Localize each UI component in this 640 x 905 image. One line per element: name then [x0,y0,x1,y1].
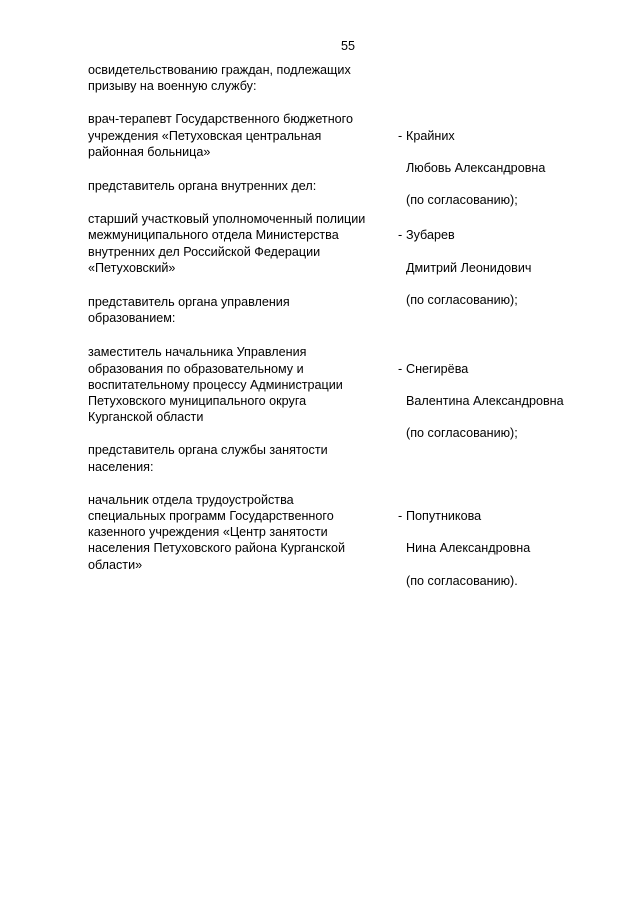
member-entry [88,492,608,588]
section-heading [88,442,608,474]
member-position: врач-терапевт Государственного бюджетного учреждения «Петуховская центральная районная больница» [88,112,353,159]
member-surname: Снегирёва [406,361,469,376]
section-heading [88,294,608,326]
member-surname: Крайних [406,128,455,143]
dash-mark: - [398,128,403,143]
member-note: (по согласованию); [406,293,518,308]
member-surname: Зубарев [406,228,455,243]
member-entry [88,344,608,441]
member-entry [88,211,608,308]
member-note: (по согласованию). [406,573,518,588]
member-person [398,492,608,605]
section-heading-text: представитель органа управления образованием: [88,295,290,326]
dash-mark: - [398,361,403,376]
member-position: старший участковый уполномоченный полиции межмуниципального отдела Министерства внутренних дел Российской Федерации «Петуховский» [88,212,366,275]
member-name: Нина Александровна [406,541,531,556]
member-name: Любовь Александровна [406,161,546,176]
intro-paragraph [88,62,608,94]
member-name: Дмитрий Леонидович [406,260,532,275]
page-number: 55 [340,39,355,53]
member-person [398,111,608,224]
dash-mark: - [398,509,403,524]
document-body [88,62,608,588]
member-position: заместитель начальника Управления образования по образовательному и воспитательному процессу Администрации Петуховского муниципального округа Курганской области [88,345,343,425]
dash-mark: - [398,228,403,243]
section-heading-text: представитель органа внутренних дел: [88,179,317,194]
member-surname: Попутникова [406,509,482,524]
member-note: (по согласованию); [406,193,518,208]
section-heading-text: представитель органа службы занятости населения: [88,443,328,474]
section-heading [88,178,608,194]
member-person [398,344,608,457]
intro-text: освидетельствованию граждан, подлежащих призыву на военную службу: [88,63,351,94]
member-position: начальник отдела трудоустройства специальных программ Государственного казенного учреждения «Центр занятости населения Петуховского района Курганской области» [88,492,346,572]
member-name: Валентина Александровна [406,394,564,409]
member-note: (по согласованию); [406,426,518,441]
